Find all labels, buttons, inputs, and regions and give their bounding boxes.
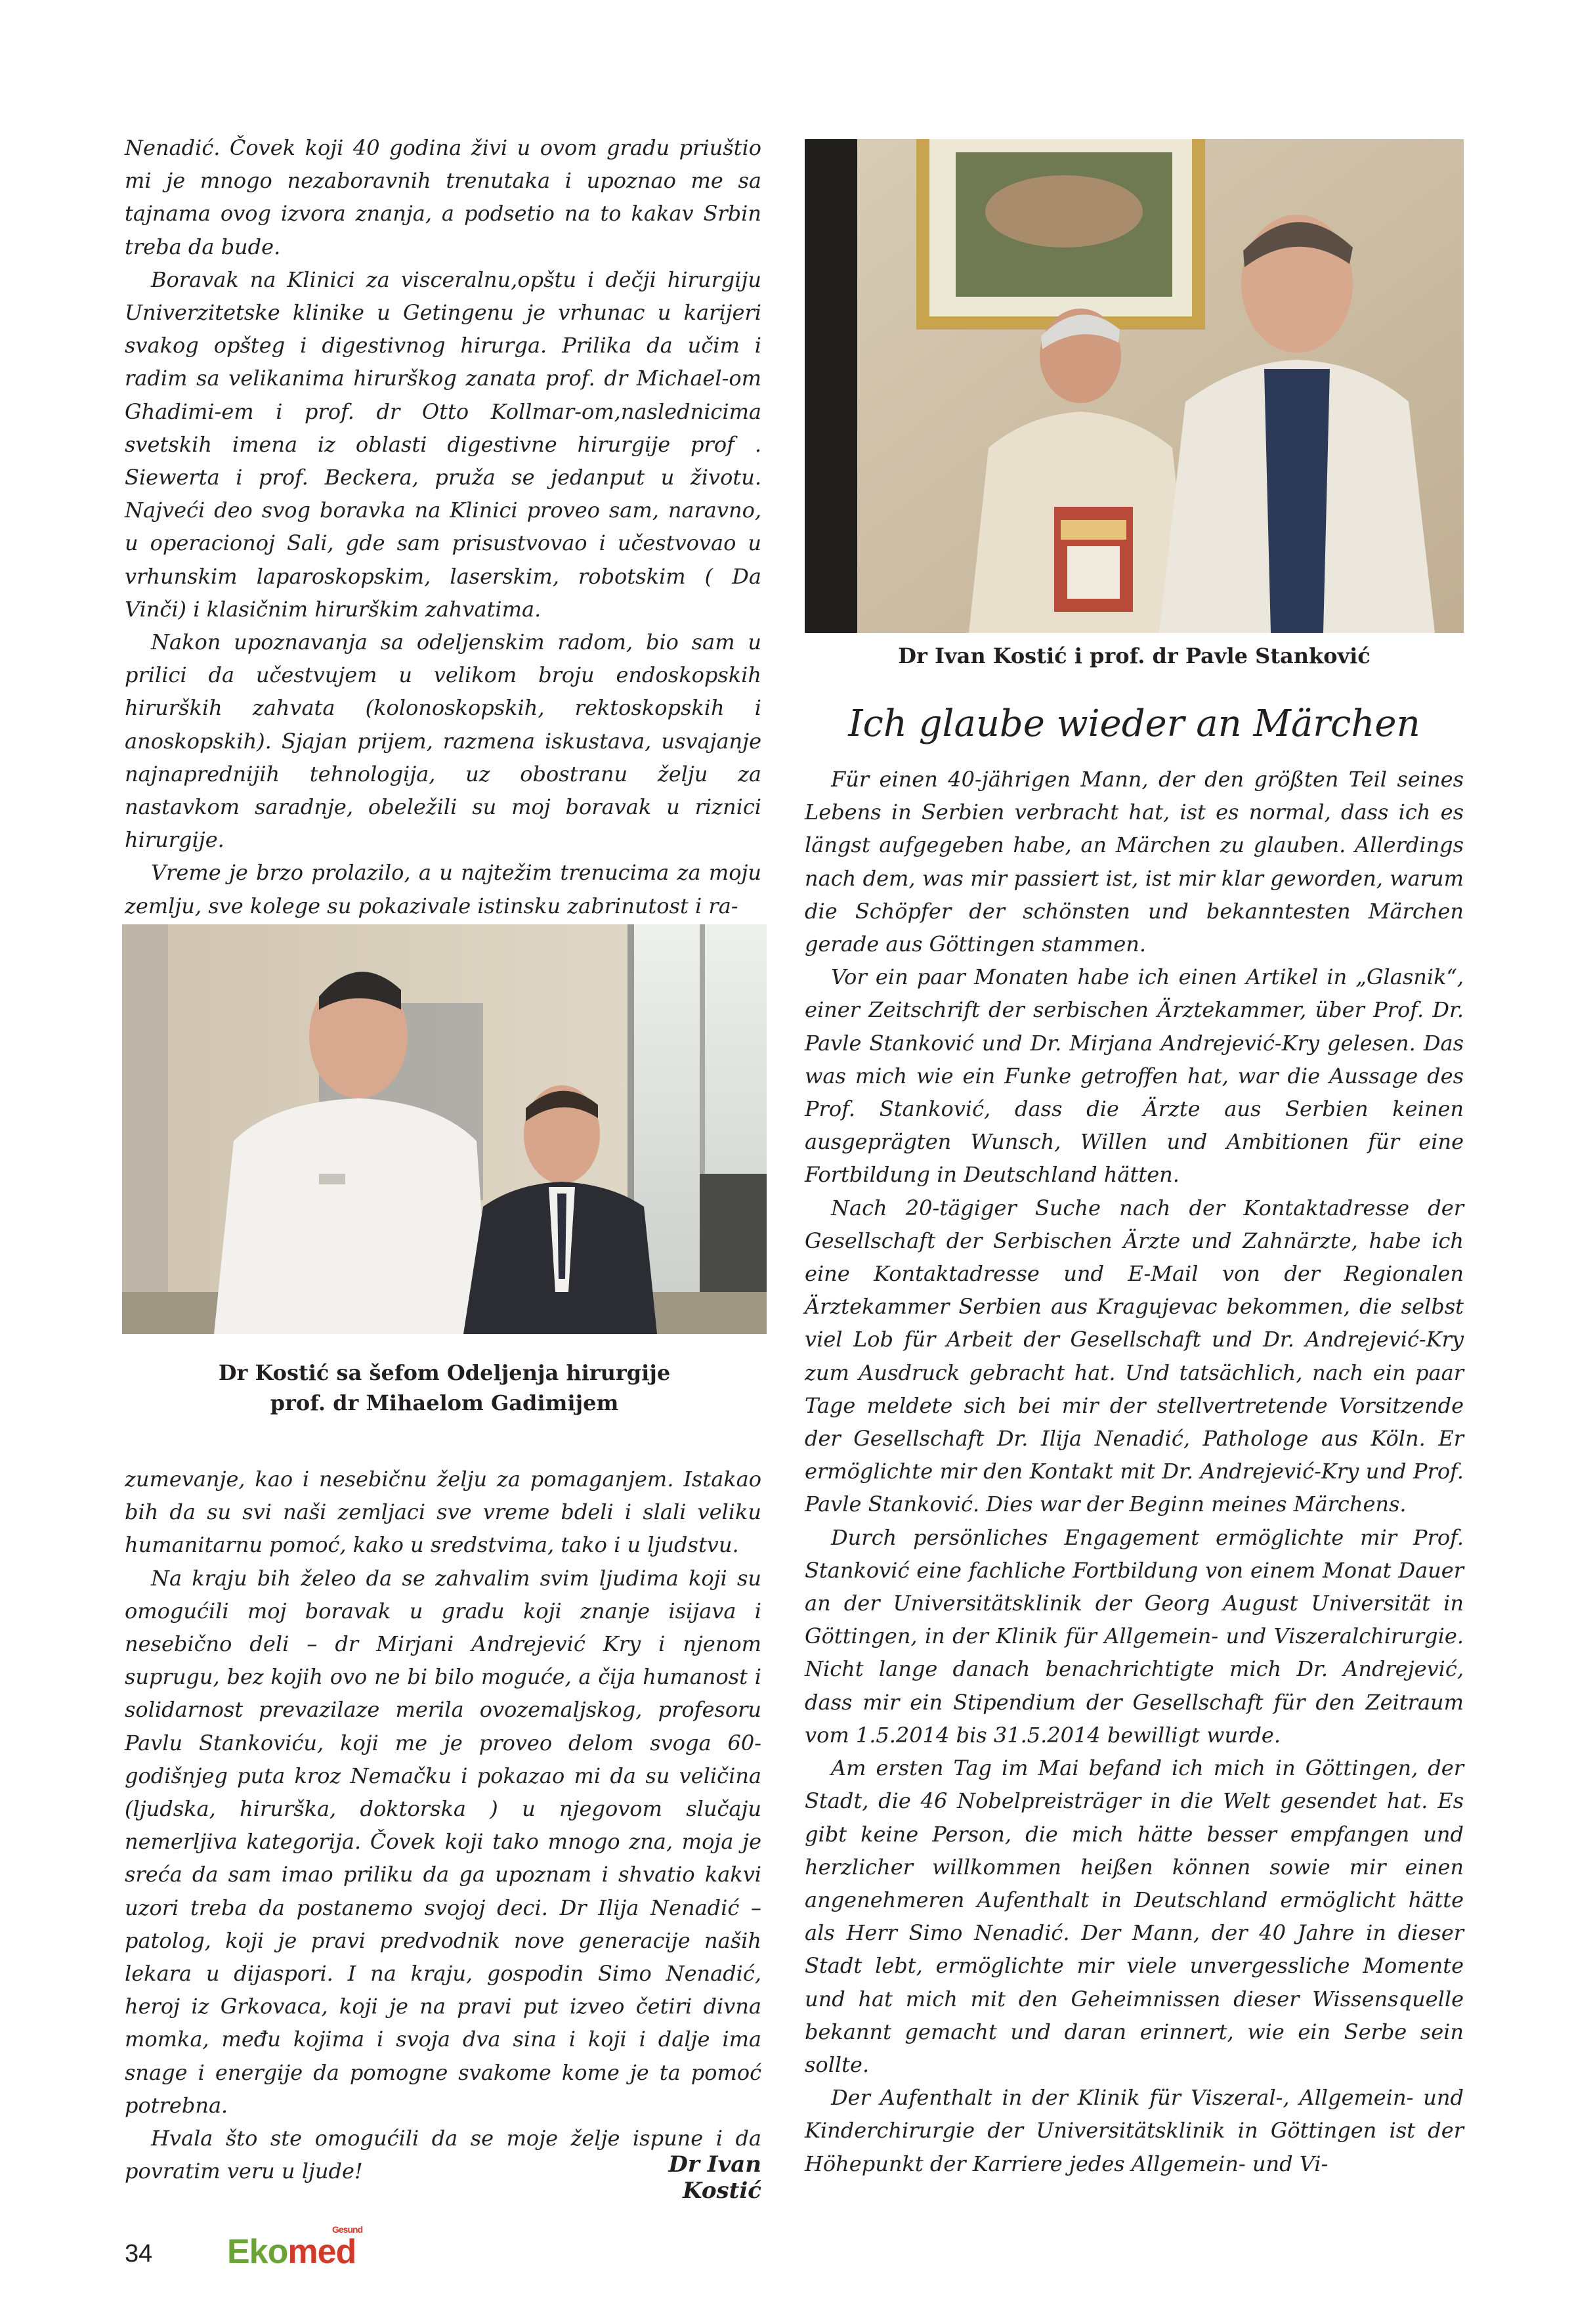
paragraph: Vreme je brzo prolazilo, a u najtežim trenucima za moju zemlju, sve kolege su pokazivale istinsku zabrinutost i ra- — [125, 860, 761, 918]
paragraph: Boravak na Klinici za visceralnu,opštu i dečji hirurgiju Univerzitetske klinike u Getingenu je vrhunac u karijeri svakog opšteg i digestivnog hirurga. Prilika da učim i radim sa velikanima hirurškog zanata prof. dr Michael-om Ghadimi-em i prof. dr Otto Kollmar-om,naslednicima svetskih imena iz oblasti digestivne hirurgije prof . Siewerta i prof. Beckera, pruža se jedanput u životu. Najveći deo svog boravka na Klinici proveo sam, naravno, u operacionoj Sali, gde sam prisustvovao i učestvovao u vrhunskim laparoskopskim, laserskim, robotskim ( Da Vinči) i klasičnim hirurškim zahvatima. — [125, 267, 761, 622]
paragraph: Nach 20-tägiger Suche nach der Kontaktadresse der Gesellschaft der Serbischen Ärzte und Zahnärzte, habe ich eine Kontaktadresse und E-Mail von der Regionalen Ärztekammer Serbien aus Kragujevac bekommen, die selbst viel Lob für Arbeit der Gesellschaft und Dr. Andrejević-Kry zum Ausdruck gebracht hat. Und tatsächlich, nach ein paar Tage meldete sich bei mir der stellvertretende Vorsitzende der Gesellschaft Dr. Ilija Nenadić, Pathologe aus Köln. Er ermöglichte mir den Kontakt mit Dr. Andrejević-Kry und Prof. Pavle Stanković. Dies war der Beginn meines Märchens. — [805, 1195, 1464, 1517]
right-column-text — [805, 763, 1464, 2180]
paragraph: Am ersten Tag im Mai befand ich mich in Göttingen, der Stadt, die 46 Nobelpreisträger in die Welt gesendet hat. Es gibt keine Person, die mich hätte besser empfangen und herzlicher willkommen heißen können sowie mir einen angenehmeren Aufenthalt in Deutschland ermöglicht hätte als Herr Simo Nenadić. Der Mann, der 40 Jahre in dieser Stadt lebt, ermöglichte mir viele unvergessliche Momente und hat mich mit den Geheimnissen dieser Wissensquelle bekannt gemacht und daran erinnert, wie ein Serbe sein sollte. — [805, 1755, 1464, 2077]
paragraph: Vor ein paar Monaten habe ich einen Artikel in „Glasnik“, einer Zeitschrift der serbischen Ärztekammer, über Prof. Dr. Pavle Stanković und Dr. Mirjana Andrejević-Kry gelesen. Das was mich wie ein Funke getroffen hat, war die Aussage des Prof. Stanković, dass die Ärzte aus Serbien keinen ausgeprägten Wunsch, Willen und Ambitionen für eine Fortbildung in Deutschland hätten. — [805, 964, 1464, 1188]
logo-med-text: med — [287, 2233, 356, 2271]
logo-eko-text: Eko — [227, 2233, 288, 2271]
photo-two-men-seated-image — [805, 139, 1464, 633]
paragraph: Hvala što ste omogućili da se moje želje ispune i da povratim veru u ljude! — [125, 2126, 761, 2184]
article-headline: Ich glaube wieder an Märchen — [848, 702, 1420, 745]
left-column-bottom-text — [125, 1463, 761, 2187]
logo-small-text: Gesund — [332, 2224, 363, 2235]
photo-kostic-stankovic — [805, 139, 1464, 633]
paragraph: Durch persönliches Engagement ermöglichte mir Prof. Stanković eine fachliche Fortbildung von einem Monat Dauer an der Universitätsklinik der Georg August Universität in Göttingen, in der Klinik für Allgemein- und Viszeralchirurgie. Nicht lange danach benachrichtigte mich Dr. Andrejević, dass mir ein Stipendium der Gesellschaft für den Zeitraum vom 1.5.2014 bis 31.5.2014 bewilligt wurde. — [805, 1524, 1464, 1748]
paragraph: Der Aufenthalt in der Klinik für Viszeral-, Allgemein- und Kinderchirurgie der Universitätsklinik in Göttingen ist der Höhepunkt der Karriere jedes Allgemein- und Vi- — [805, 2085, 1464, 2176]
photo-kostic-gadimi — [122, 924, 767, 1334]
left-photo-caption — [122, 1358, 767, 1418]
ekomed-logo — [227, 2224, 363, 2271]
paragraph: zumevanje, kao i nesebičnu želju za pomaganjem. Istakao bih da su svi naši zemljaci sve vreme bdeli i slali veliku humanitarnu pomoć, kako u sredstvima, tako i u ljudstvu. — [125, 1467, 761, 1558]
paragraph: Nakon upoznavanja sa odeljenskim radom, bio sam u prilici da učestvujem u velikom broju endoskopskih hirurških zahvata (kolonoskopskih, rektoskopskih i anoskopskih). Sjajan prijem, razmena iskustava, usvajanje najnaprednijih tehnologija, uz obostranu želju za nastavkom saradnje, obeležili su moj boravak u riznici hirurgije. — [125, 630, 761, 853]
right-photo-caption: Dr Ivan Kostić i prof. dr Pavle Stanković — [898, 643, 1371, 668]
paragraph: Nenadić. Čovek koji 40 godina živi u ovom gradu priuštio mi je mnogo nezaboravnih trenutaka i upoznao me sa tajnama ovog izvora znanja, a podsetio na to kakav Srbin treba da bude. — [125, 135, 761, 259]
author-signature: Dr Ivan Kostić — [668, 2151, 761, 2204]
photo-two-men-office-image — [122, 924, 767, 1334]
paragraph: Für einen 40-jährigen Mann, der den größten Teil seines Lebens in Serbien verbracht hat, ist es normal, dass ich es längst aufgegeben habe, an Märchen zu glauben. Allerdings nach dem, was mir passiert ist, ist mir klar geworden, warum die Schöpfer der schönsten und bekanntesten Märchen gerade aus Göttingen stammen. — [805, 767, 1464, 957]
caption-line: prof. dr Mihaelom Gadimijem — [270, 1390, 619, 1415]
left-column-top-text — [125, 131, 761, 922]
paragraph: Na kraju bih želeo da se zahvalim svim ljudima koji su omogućili moj boravak u gradu koji znanje isijava i nesebično deli – dr Mirjani Andrejević Kry i njenom suprugu, bez kojih ovo ne bi bilo moguće, a čija humanost i solidarnost prevazilaze merila ovozemaljskog, profesoru Pavlu Stankoviću, koji me je proveo delom svoga 60-godišnjeg puta kroz Nemačku i pokazao mi da su veličina (ljudska, hirurška, doktorska ) u njegovom slučaju nemerljiva kategorija. Čovek koji tako mnogo zna, moja je sreća da sam imao priliku da ga upoznam i shvatio kakvi uzori treba da postanemo svojoj deci. Dr Ilija Nenadić – patolog, koji je pravi predvodnik nove generacije naših lekara u dijaspori. I na kraju, gospodin Simo Nenadić, heroj iz Grkovaca, koji je na pravi put izveo četiri divna momka, među kojima i svoja dva sina i koji i dalje ima snage i energije da pomogne svakome kome je ta pomoć potrebna. — [125, 1565, 761, 2118]
caption-line: Dr Kostić sa šefom Odeljenja hirurgije — [218, 1360, 671, 1385]
page-number: 34 — [125, 2240, 153, 2268]
